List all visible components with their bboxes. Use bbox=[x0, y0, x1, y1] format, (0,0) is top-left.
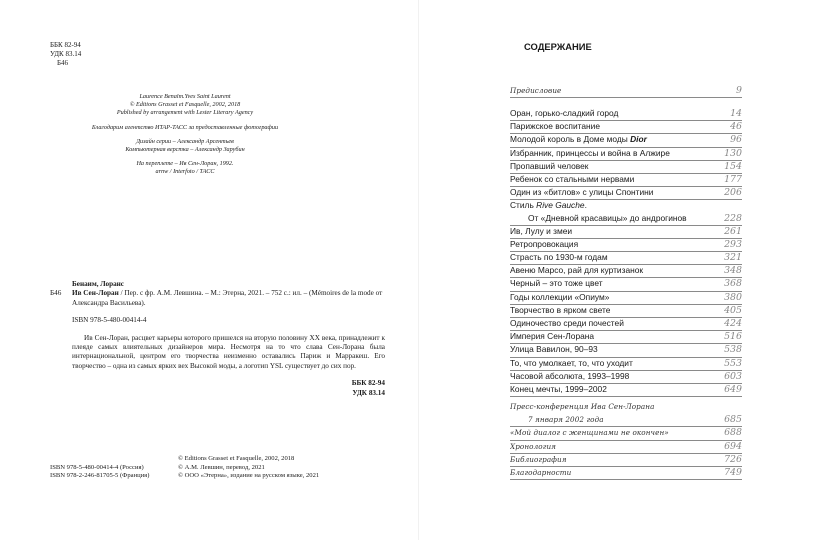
toc-entry-text: Империя Сен-Лорана bbox=[510, 331, 595, 342]
toc-entry-text: Оран, горько-сладкий город bbox=[510, 108, 619, 118]
classification-codes bbox=[50, 41, 81, 68]
toc-entry-label bbox=[510, 344, 708, 354]
toc-entry-label bbox=[510, 455, 708, 464]
toc-entry-page: 206 bbox=[724, 187, 742, 199]
toc-entry-emphasis: Rive Gauche bbox=[536, 200, 585, 211]
toc-entry[interactable] bbox=[510, 292, 742, 305]
toc-entry-text: Годы коллекции «Опиум» bbox=[510, 291, 610, 302]
toc-entry-text: То, что умолкает, то, что уходит bbox=[510, 357, 633, 368]
toc-entry-text: Черный – это тоже цвет bbox=[510, 278, 603, 289]
toc-entry-page: 177 bbox=[724, 173, 742, 185]
catalog-code: Б46 bbox=[50, 289, 62, 298]
toc-entry[interactable] bbox=[510, 265, 742, 278]
toc-entry-page: 685 bbox=[724, 414, 742, 426]
toc-entry-label bbox=[510, 187, 708, 197]
toc-entry[interactable] bbox=[510, 371, 742, 384]
toc-entry-text: Избранник, принцессы и война в Алжире bbox=[510, 147, 670, 158]
design-line: Дизайн серии – Александр Арсентьев bbox=[136, 137, 234, 145]
toc-entry-text: Благодарности bbox=[510, 467, 572, 477]
rights-line: © Editions Grasset et Fasquelle, 2002, 2018 bbox=[129, 101, 241, 109]
toc-entry-label bbox=[510, 415, 708, 424]
toc-entry-text: Конец мечты, 1999–2002 bbox=[510, 383, 607, 394]
isbn-line: ISBN 978-2-246-81705-5 (Франция) bbox=[50, 472, 150, 480]
catalog-codes bbox=[50, 379, 385, 398]
toc-entry-label bbox=[510, 384, 708, 394]
toc-entry-page: 368 bbox=[724, 278, 742, 290]
isbn-line: ISBN 978-5-480-00414-4 (Россия) bbox=[50, 463, 144, 471]
toc-entry-page: 9 bbox=[736, 85, 742, 96]
catalog-title: Ив Сен-Лоран bbox=[72, 289, 119, 298]
toc-entry-page: 321 bbox=[724, 252, 742, 264]
toc-entry-text: Парижское воспитание bbox=[510, 121, 600, 132]
toc-entry-label bbox=[510, 134, 708, 144]
toc-entry[interactable] bbox=[510, 148, 742, 161]
toc-entry[interactable] bbox=[510, 239, 742, 252]
toc-entry-label bbox=[510, 278, 708, 288]
toc-entry-page: 516 bbox=[724, 331, 742, 343]
toc-entry-page: 649 bbox=[724, 383, 742, 395]
catalog-isbn: ISBN 978-5-480-00414-4 bbox=[72, 316, 147, 325]
toc-entry-text: Хронология bbox=[510, 441, 557, 451]
bbk-code: ББК 82-94 bbox=[50, 41, 81, 49]
toc-entry-page: 538 bbox=[724, 344, 742, 356]
toc-entry[interactable] bbox=[510, 85, 742, 98]
toc-entry-page: 749 bbox=[724, 466, 742, 478]
toc-entry-page: 154 bbox=[724, 160, 742, 172]
toc-entry-page: 380 bbox=[724, 291, 742, 303]
toc-entry-label bbox=[510, 468, 708, 477]
contents-page bbox=[419, 0, 838, 540]
toc-entry[interactable] bbox=[510, 331, 742, 344]
toc-entry[interactable] bbox=[510, 427, 742, 440]
toc-entry[interactable] bbox=[510, 344, 742, 357]
toc-entry[interactable] bbox=[510, 226, 742, 239]
cover-line: На переплете – Ив Сен-Лоран, 1992. bbox=[136, 160, 234, 168]
toc-entry[interactable] bbox=[510, 318, 742, 331]
contents-title: СОДЕРЖАНИЕ bbox=[524, 41, 592, 52]
toc-entry-page: 293 bbox=[724, 238, 742, 250]
toc-entry-text: Стиль bbox=[510, 200, 537, 211]
toc-entry-page: 14 bbox=[730, 108, 742, 119]
toc-entry-text: Пропавший человек bbox=[510, 160, 589, 171]
toc-entry-label bbox=[510, 428, 708, 437]
toc-entry-label bbox=[510, 358, 708, 368]
toc-entry[interactable] bbox=[510, 305, 742, 318]
toc-entry-label bbox=[510, 331, 708, 341]
toc-entry-label bbox=[510, 121, 708, 131]
toc-entry[interactable] bbox=[510, 441, 742, 454]
toc-entry-text: Один из «битлов» с улицы Спонтини bbox=[510, 187, 654, 198]
toc-entry[interactable] bbox=[510, 402, 742, 414]
rights-line: Published by arrangement with Lester Literary Agency bbox=[116, 109, 254, 117]
toc-entry-emphasis: Dior bbox=[630, 134, 647, 145]
toc-entry-label bbox=[510, 265, 708, 275]
toc-entry[interactable] bbox=[510, 252, 742, 265]
toc-entry-label bbox=[510, 442, 708, 451]
toc-entry-label bbox=[510, 213, 708, 223]
toc-entry-label bbox=[510, 305, 708, 315]
toc-entry-label bbox=[510, 148, 708, 158]
toc-entry-text: Одиночество среди почестей bbox=[510, 318, 624, 328]
toc-entry-text: Библиография bbox=[510, 454, 567, 464]
toc-entry[interactable] bbox=[510, 358, 742, 371]
design-line: Компьютерная верстка – Александр Зарубин bbox=[125, 146, 245, 154]
toc-entry-label bbox=[510, 318, 708, 328]
toc-entry-text: Улица Вавилон, 90–93 bbox=[510, 344, 598, 355]
toc-entry[interactable] bbox=[510, 121, 742, 134]
toc-entry-page: 688 bbox=[724, 427, 742, 439]
toc-entry-text: Пресс-конференция Ива Сен-Лорана bbox=[510, 402, 655, 411]
toc-entry-text: От «Дневной красавицы» до андрогинов bbox=[528, 212, 687, 223]
toc-entry-text: Ребенок со стальными нервами bbox=[510, 173, 635, 184]
toc-entry-label bbox=[510, 252, 708, 262]
toc-entry-page: 603 bbox=[724, 370, 742, 382]
toc-entry-label bbox=[510, 108, 708, 118]
toc-entry[interactable] bbox=[510, 213, 742, 226]
catalog-bbk: ББК 82-94 bbox=[351, 379, 385, 388]
toc-entry[interactable] bbox=[510, 108, 742, 121]
toc-entry-page: 348 bbox=[724, 265, 742, 277]
toc-chapters bbox=[510, 108, 742, 397]
toc-preface bbox=[510, 85, 742, 98]
toc-entry-page: 726 bbox=[724, 453, 742, 465]
toc-entry-label bbox=[510, 402, 708, 411]
isbn-line bbox=[50, 455, 178, 464]
catalog-udk: УДК 83.14 bbox=[352, 388, 385, 397]
toc-entry-text: Творчество в ярком свете bbox=[510, 304, 611, 315]
toc-entry-text: Ретропровокация bbox=[510, 238, 579, 249]
copyright-notice: © Editions Grasset et Fasquelle, 2002, 2018 bbox=[178, 455, 295, 462]
copyright-notice: © ООО «Этерна», издание на русском языке, 2021 bbox=[178, 472, 320, 480]
copyright-block bbox=[50, 455, 385, 481]
toc-entry-label bbox=[510, 161, 708, 171]
toc-entry-text: Страсть по 1930-м годам bbox=[510, 252, 608, 263]
toc-entry-text: Часовой абсолюта, 1993–1998 bbox=[510, 370, 630, 381]
toc-entry-page: 261 bbox=[724, 225, 742, 237]
toc-entry[interactable] bbox=[510, 384, 742, 397]
toc-entry-page: 96 bbox=[730, 134, 742, 146]
toc-entry-tail: . bbox=[584, 200, 587, 211]
toc-entry-text: Авеню Марсо, рай для куртизанок bbox=[510, 265, 644, 276]
toc-entry-page: 46 bbox=[730, 121, 742, 133]
udk-code: УДК 83.14 bbox=[50, 50, 82, 58]
toc-entry-page: 405 bbox=[724, 304, 742, 316]
author-sign: Б46 bbox=[57, 59, 69, 67]
toc-entry-page: 424 bbox=[724, 318, 742, 329]
toc-entry[interactable] bbox=[510, 161, 742, 174]
toc-entry[interactable] bbox=[510, 467, 742, 480]
toc-entry-label bbox=[510, 371, 708, 381]
toc-entry[interactable] bbox=[510, 454, 742, 467]
catalog-description bbox=[72, 289, 385, 308]
toc-entry-label bbox=[510, 174, 708, 184]
toc-entry-page: 694 bbox=[724, 440, 742, 452]
toc-entry-page: 130 bbox=[724, 147, 742, 159]
photo-note: Благодарим агентство ИТАР-ТАСС за предоставленные фотографии bbox=[91, 123, 279, 131]
catalog-desc-text: / Пер. с фр. А.М. Левшина. – М.: Этерна, 2021. – 752 с.: ил. – (Mémoires de la mode от Александра Васильева). bbox=[72, 289, 383, 307]
toc-entry-text: Молодой король в Доме моды bbox=[510, 134, 631, 145]
toc-entry-label bbox=[510, 200, 708, 210]
toc-entry[interactable] bbox=[510, 414, 742, 427]
toc-entry[interactable] bbox=[510, 200, 742, 212]
copyright-notice: © А.М. Левшин, перевод, 2021 bbox=[178, 463, 265, 471]
credits-block bbox=[50, 93, 320, 177]
toc-entry-label bbox=[510, 239, 708, 249]
catalog-annotation: Ив Сен-Лоран, расцвет карьеры которого пришелся на вторую половину XX века, принадлежит к плеяде самых влиятельных дизайнеров мира. Несмотря на то что слава Сен-Лорана была интернациональной, центром его творчества неизменно оставались Париж и Марракеш. Его творчество – одна из самых ярких вех Высокой моды, а логотип YSL существует до сих пор. bbox=[72, 333, 385, 370]
toc-entry-text: 7 января 2002 года bbox=[528, 415, 604, 425]
toc-entry-label: Предисловие bbox=[510, 86, 562, 95]
toc-entry-label bbox=[510, 226, 708, 236]
toc-entry-page: 553 bbox=[724, 357, 742, 369]
catalog-author: Бенаим, Лоранс bbox=[72, 280, 125, 288]
toc-entry[interactable] bbox=[510, 174, 742, 187]
toc-entry-text: Ив, Лулу и змеи bbox=[510, 225, 573, 236]
toc-back-matter bbox=[510, 402, 742, 480]
catalog-record bbox=[50, 280, 385, 398]
toc-entry[interactable] bbox=[510, 134, 742, 147]
toc-entry[interactable] bbox=[510, 187, 742, 200]
rights-line: Laurence Benaïm.Yves Saint Laurent bbox=[139, 93, 231, 100]
toc-entry[interactable] bbox=[510, 278, 742, 291]
cover-line: arnw / Interfoto / ТАСС bbox=[155, 168, 215, 176]
toc-entry-label bbox=[510, 292, 708, 302]
toc-entry-page: 228 bbox=[724, 212, 742, 224]
toc-entry-text: «Мой диалог с женщинами не окончен» bbox=[510, 428, 669, 438]
